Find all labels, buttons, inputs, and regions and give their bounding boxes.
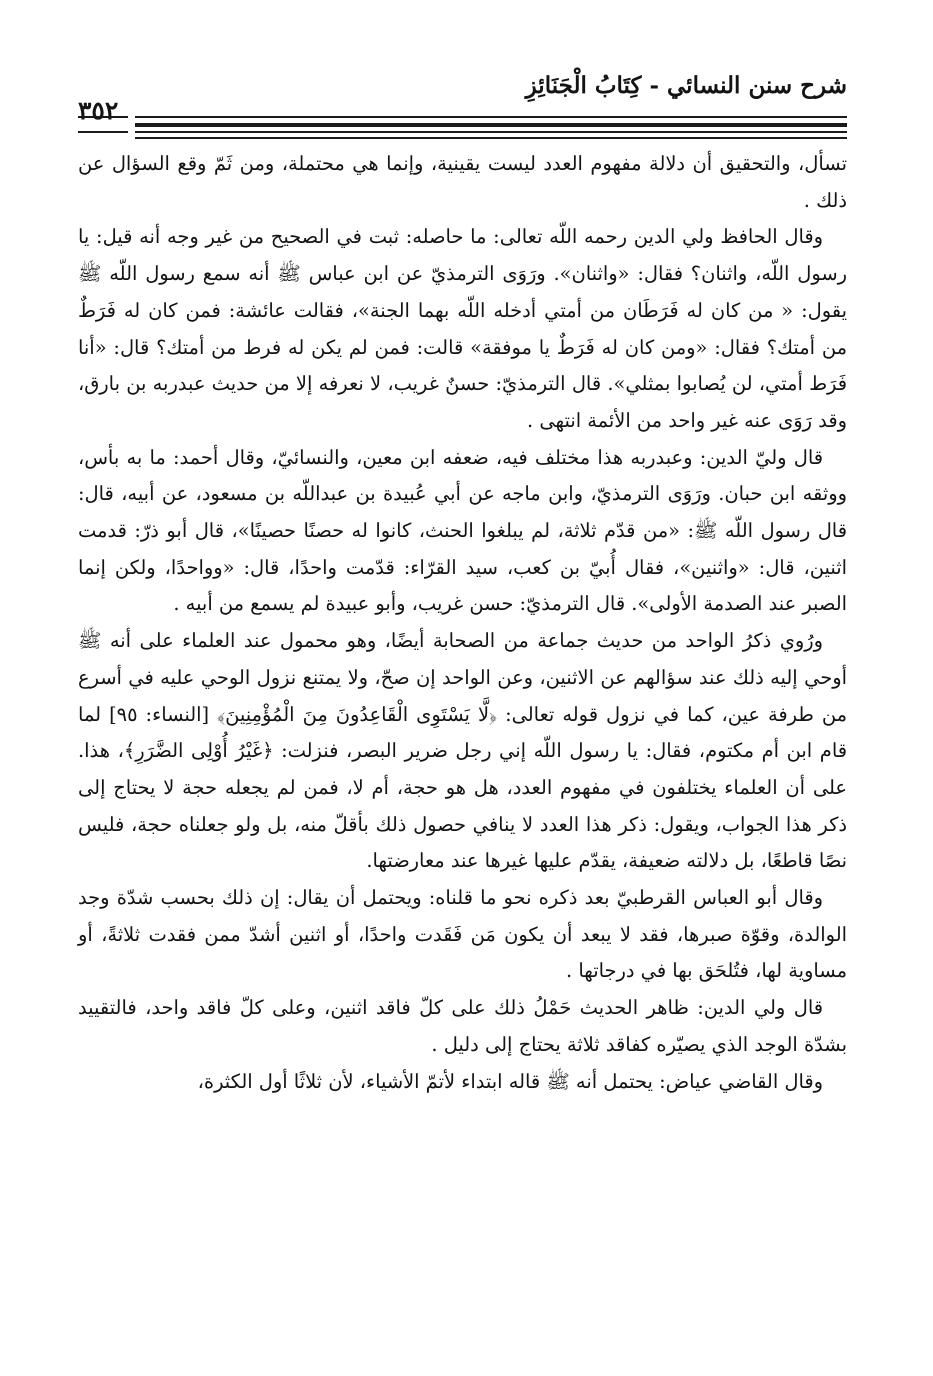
paragraph: تسأل، والتحقيق أن دلالة مفهوم العدد ليست يقينية، وإنما هي محتملة، ومن ثَمّ وقع السؤال عن ذلك .: [78, 152, 847, 212]
paragraph: وقال الحافظ ولي الدين رحمه اللّه تعالى: ما حاصله: ثبت في الصحيح من غير وجه أنه قيل: يا رسول اللّه، واثنان؟ فقال: «واثنان». ورَوَى الترمذيّ عن ابن عباس ﷺ أنه سمع رسول اللّه ﷺ يقول: « من كان له فَرَطَان من أمتي أدخله اللّه بهما الجنة»، فقالت عائشة: فمن كان له فَرَطٌ من أمتك؟ فقال: «ومن كان له فَرَطٌ يا موفقة» قالت: فمن لم يكن له فرط من أمتك؟ قال: «أنا فَرَط أمتي، لن يُصابوا بمثلي». قال الترمذيّ: حسنٌ غريب، لا نعرفه إلا من حديث عبدربه بن بارق، وقد رَوَى عنه غير واحد من الأئمة انتهى .: [78, 225, 847, 432]
header-rule: [135, 116, 847, 118]
paragraph: قال ولي الدين: ظاهر الحديث حَمْلُ ذلك على كلّ فاقد اثنين، وعلى كلّ فاقد واحد، فالتقييد بشدّة الوجد الذي يصيّره كفاقد ثلاثة يحتاج إلى دليل .: [78, 996, 847, 1056]
header-rule: [135, 131, 847, 133]
page-number-rule: [78, 131, 128, 133]
paragraph: وقال القاضي عياض: يحتمل أنه ﷺ قاله ابتداء لأتمّ الأشياء، لأن ثلاثًا أول الكثرة،: [197, 1069, 823, 1093]
page-number-rule: [78, 116, 128, 118]
body-text: [78, 146, 847, 1336]
paragraph: ورُوي ذكرُ الواحد من حديث جماعة من الصحابة أيضًا، وهو محمول عند العلماء على أنه ﷺ أوحي إليه ذلك عند سؤالهم عن الاثنين، وعن الواحد إن صحّ، ولا يمتنع نزول الوحي عليه في أسرع من طرفة عين، كما في نزول قوله تعالى: ﴿لَّا يَسْتَوِى الْقَاعِدُونَ مِنَ الْمُؤْمِنِينَ﴾ [النساء: ٩٥] لما قام ابن أم مكتوم، فقال: يا رسول اللّه إني رجل ضرير البصر، فنزلت: ﴿غَيْرُ أُوْلِى الضَّرَرِ﴾، هذا. على أن العلماء يختلفون في مفهوم العدد، هل هو حجة، أم لا، فمن لم يجعله حجة لا يحتاج إلى ذكر هذا الجواب، ويقول: ذكر هذا العدد لا ينافي حصول ذلك بأقلّ منه، بل ولو جعلناه حجة، فليس نصًا قاطعًا، بل دلالته ضعيفة، يقدّم عليها غيرها عند معارضتها.: [78, 629, 847, 873]
paragraph: وقال أبو العباس القرطبيّ بعد ذكره نحو ما قلناه: ويحتمل أن يقال: إن ذلك بحسب شدّة وجد الوالدة، وقوّة صبرها، فقد لا يبعد أن يكون مَن فَقَدت واحدًا، أو اثنين أشدّ ممن فقدت ثلاثةً، أو مساوية لها، فتُلحَق بها في درجاتها .: [78, 886, 847, 983]
paragraph: قال وليّ الدين: وعبدربه هذا مختلف فيه، ضعفه ابن معين، والنسائيّ، وقال أحمد: ما به بأس، ووثقه ابن حبان. ورَوَى الترمذيّ، وابن ماجه عن أبي عُبيدة بن عبداللّه بن مسعود، عن أبيه، قال: قال رسول اللّه ﷺ: «من قدّم ثلاثة، لم يبلغوا الحنث، كانوا له حصنًا حصينًا»، قال أبو ذرّ: قدمت اثنين، قال: «واثنين»، فقال أُبيّ بن كعب، سيد القرّاء: قدّمت واحدًا، قال: «وواحدًا، ولكن إنما الصبر عند الصدمة الأولى». قال الترمذيّ: حسن غريب، وأبو عبيدة لم يسمع من أبيه .: [78, 445, 847, 616]
header-rule: [135, 123, 847, 127]
header-rule: [135, 137, 847, 139]
running-title: شرح سنن النسائي - كِتَابُ الْجَنَائِزِ: [525, 72, 847, 99]
page-header: [78, 72, 847, 125]
page-number: ٣٥٢: [78, 96, 119, 125]
